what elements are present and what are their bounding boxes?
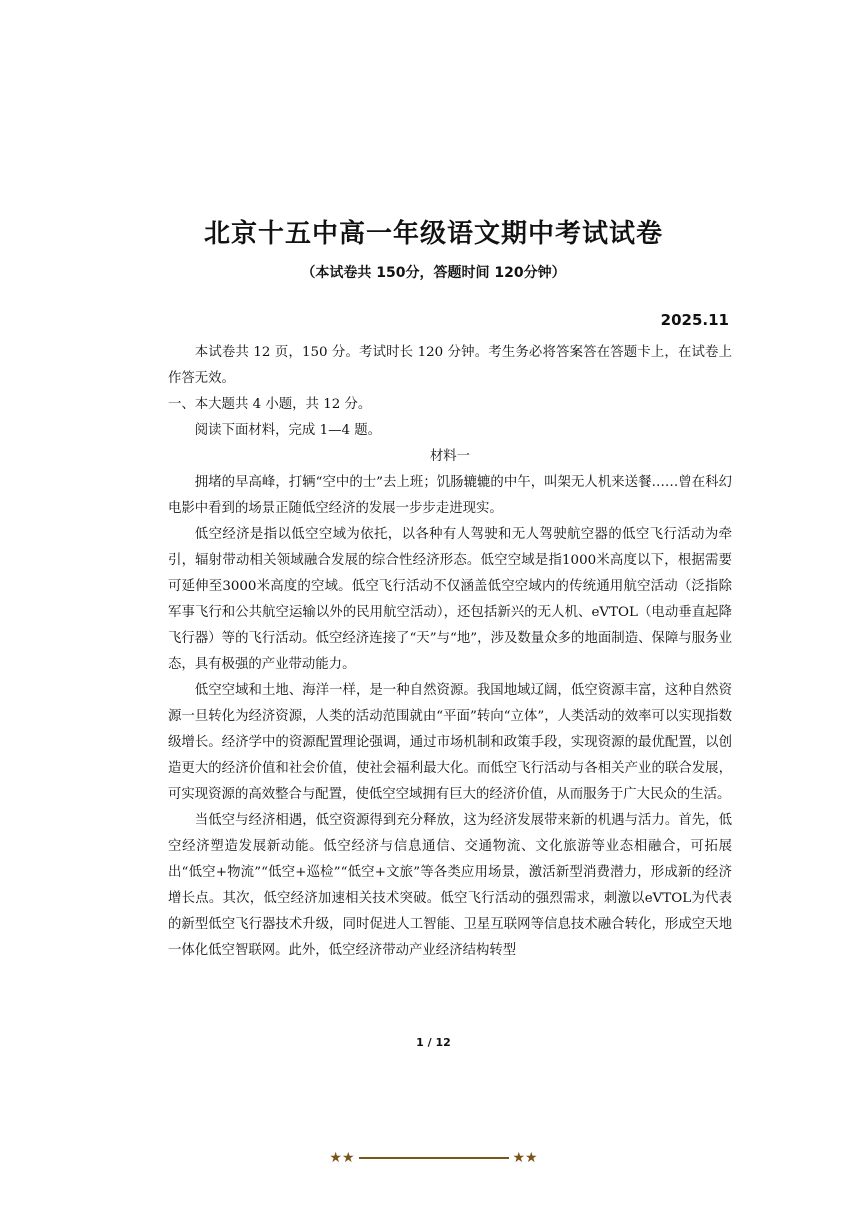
exam-subtitle: （本试卷共 150分，答题时间 120分钟） bbox=[301, 265, 566, 281]
body-paragraph: 拥堵的早高峰，打辆“空中的士”去上班；饥肠辘辘的中午，叫架无人机来送餐……曾在科幻电影中看到的场景正随低空经济的发展一步步走进现实。 bbox=[168, 475, 732, 516]
page-number: 1 / 12 bbox=[416, 1036, 451, 1049]
body-paragraph: 低空空域和土地、海洋一样，是一种自然资源。我国地域辽阔，低空资源丰富，这种自然资源一旦转化为经济资源，人类的活动范围就由“平面”转向“立体”，人类活动的效率可以实现指数级增长。经济学中的资源配置理论强调，通过市场机制和政策手段，实现资源的最优配置，以创造更大的经济价值和社会价值，使社会福利最大化。而低空飞行活动与各相关产业的联合发展，可实现资源的高效整合与配置，使低空空域拥有巨大的经济价值，从而服务于广大民众的生活。 bbox=[168, 683, 732, 802]
exam-title: 北京十五中高一年级语文期中考试试卷 bbox=[203, 219, 663, 249]
intro-paragraph: 本试卷共 12 页，150 分。考试时长 120 分钟。考生务必将答案答在答题卡上，在试卷上作答无效。 bbox=[168, 345, 732, 386]
exam-date: 2025.11 bbox=[660, 311, 729, 329]
body-paragraph: 当低空与经济相遇，低空资源得到充分释放，这为经济发展带来新的机遇与活力。首先，低空经济塑造发展新动能。低空经济与信息通信、交通物流、文化旅游等业态相融合，可拓展出“低空+物流”“低空+巡检”“低空+文旅”等各类应用场景，激活新型消费潜力，形成新的经济增长点。其次，低空经济加速相关技术突破。低空飞行活动的强烈需求，刺激以eVTOL为代表的新型低空飞行器技术升级，同时促进人工智能、卫星互联网等信息技术融合转化，形成空天地一体化低空智联网。此外，低空经济带动产业经济结构转型 bbox=[168, 813, 732, 958]
star-icon: ★★ bbox=[329, 1150, 355, 1166]
star-icon: ★★ bbox=[512, 1150, 538, 1166]
material-title: 材料一 bbox=[429, 449, 471, 464]
section-instruction: 阅读下面材料，完成 1—4 题。 bbox=[194, 423, 382, 438]
footer-decoration bbox=[0, 1150, 867, 1166]
body-paragraph: 低空经济是指以低空空域为依托，以各种有人驾驶和无人驾驶航空器的低空飞行活动为牵引，辐射带动相关领域融合发展的综合性经济形态。低空空域是指1000米高度以下，根据需要可延伸至3000米高度的空域。低空飞行活动不仅涵盖低空空域内的传统通用航空活动（泛指除军事飞行和公共航空运输以外的民用航空活动），还包括新兴的无人机、eVTOL（电动垂直起降飞行器）等的飞行活动。低空经济连接了“天”与“地”，涉及数量众多的地面制造、保障与服务业态，具有极强的产业带动能力。 bbox=[168, 527, 732, 672]
section-heading: 一、本大题共 4 小题，共 12 分。 bbox=[168, 397, 372, 412]
document-body bbox=[168, 340, 732, 964]
divider-line bbox=[359, 1157, 509, 1159]
